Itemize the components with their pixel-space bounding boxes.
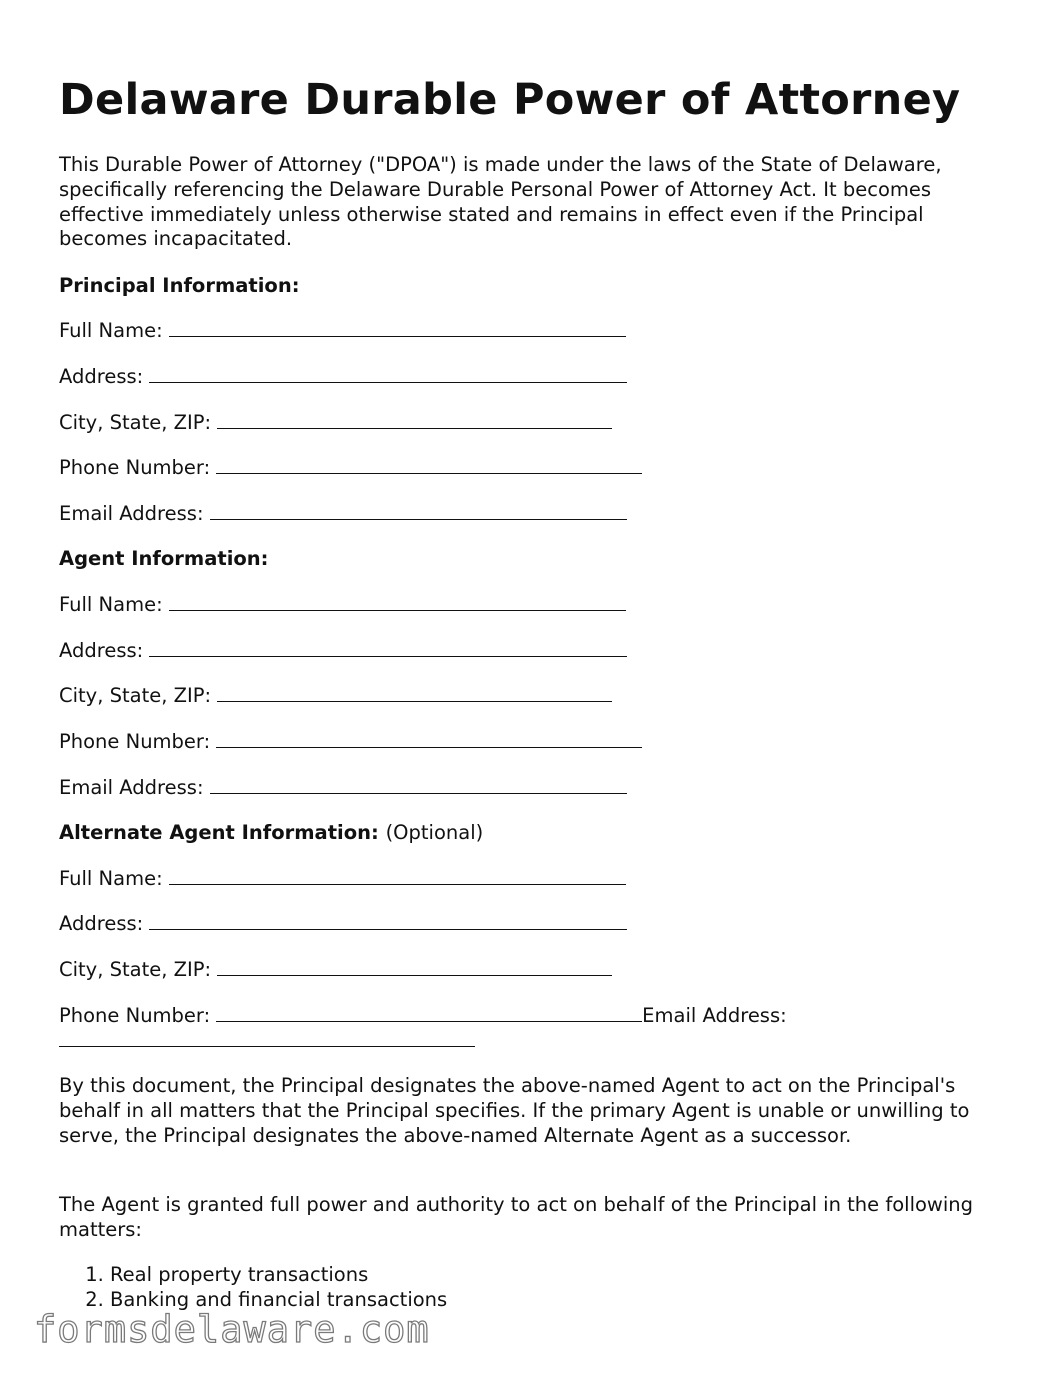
agent-phone-label: Phone Number:	[59, 730, 211, 753]
agent-email-row	[59, 775, 627, 801]
principal-city-row	[59, 410, 612, 436]
alternate-city-label: City, State, ZIP:	[59, 958, 212, 981]
alternate-full-name-label: Full Name:	[59, 867, 163, 890]
principal-city-field[interactable]	[217, 410, 612, 429]
alternate-email-row	[59, 1028, 475, 1054]
alternate-optional-note: (Optional)	[385, 821, 484, 844]
agent-email-field[interactable]	[210, 775, 627, 794]
agent-address-field[interactable]	[149, 638, 627, 657]
alternate-address-label: Address:	[59, 912, 144, 935]
alternate-email-field[interactable]	[59, 1028, 475, 1047]
alternate-full-name-field[interactable]	[169, 866, 626, 885]
principal-section-heading: Principal Information:	[59, 274, 300, 297]
agent-full-name-label: Full Name:	[59, 593, 163, 616]
principal-address-row	[59, 364, 627, 390]
powers-list	[59, 1262, 447, 1312]
site-watermark: formsdelaware.com	[34, 1308, 430, 1351]
principal-phone-label: Phone Number:	[59, 456, 211, 479]
alternate-address-row	[59, 911, 627, 937]
agent-city-row	[59, 683, 612, 709]
agent-address-row	[59, 638, 627, 664]
agent-phone-row	[59, 729, 642, 755]
alternate-section-heading	[59, 820, 483, 846]
alternate-phone-field[interactable]	[216, 1003, 642, 1022]
alternate-address-field[interactable]	[149, 911, 627, 930]
principal-full-name-label: Full Name:	[59, 319, 163, 342]
powers-list-item: 1. Real property transactions	[110, 1262, 447, 1287]
agent-address-label: Address:	[59, 639, 144, 662]
alternate-heading-text: Alternate Agent Information:	[59, 821, 379, 844]
principal-email-field[interactable]	[210, 501, 627, 520]
alternate-email-label: Email Address:	[642, 1004, 787, 1027]
principal-city-label: City, State, ZIP:	[59, 411, 212, 434]
principal-phone-row	[59, 455, 642, 481]
principal-email-label: Email Address:	[59, 502, 204, 525]
designation-paragraph: By this document, the Principal designates the above-named Agent to act on the Principal's behalf in all matters that the Principal specifies. If the primary Agent is unable or unwilling to serve, the Principal designates the above-named Alternate Agent as a successor.	[59, 1074, 970, 1147]
principal-phone-field[interactable]	[216, 455, 642, 474]
principal-full-name-row	[59, 318, 626, 344]
alternate-phone-label: Phone Number:	[59, 1004, 211, 1027]
agent-city-field[interactable]	[217, 683, 612, 702]
alternate-full-name-row	[59, 866, 626, 892]
document-title: Delaware Durable Power of Attorney	[59, 75, 961, 125]
principal-full-name-field[interactable]	[169, 318, 626, 337]
principal-email-row	[59, 501, 627, 527]
agent-email-label: Email Address:	[59, 776, 204, 799]
powers-intro-paragraph: The Agent is granted full power and authority to act on behalf of the Principal in the following matters:	[59, 1193, 974, 1241]
agent-city-label: City, State, ZIP:	[59, 684, 212, 707]
principal-address-label: Address:	[59, 365, 144, 388]
principal-address-field[interactable]	[149, 364, 627, 383]
intro-paragraph: This Durable Power of Attorney ("DPOA") is made under the laws of the State of Delaware, specifically referencing the Delaware Durable Personal Power of Attorney Act. It becomes effective immediately unless otherwise stated and remains in effect even if the Principal becomes incapacitated.	[59, 153, 942, 251]
alternate-city-row	[59, 957, 612, 983]
agent-full-name-row	[59, 592, 626, 618]
agent-full-name-field[interactable]	[169, 592, 626, 611]
agent-section-heading: Agent Information:	[59, 547, 269, 570]
alternate-phone-email-row	[59, 1003, 787, 1029]
powers-list-item: 2. Banking and financial transactions	[110, 1287, 447, 1312]
alternate-city-field[interactable]	[217, 957, 612, 976]
agent-phone-field[interactable]	[216, 729, 642, 748]
